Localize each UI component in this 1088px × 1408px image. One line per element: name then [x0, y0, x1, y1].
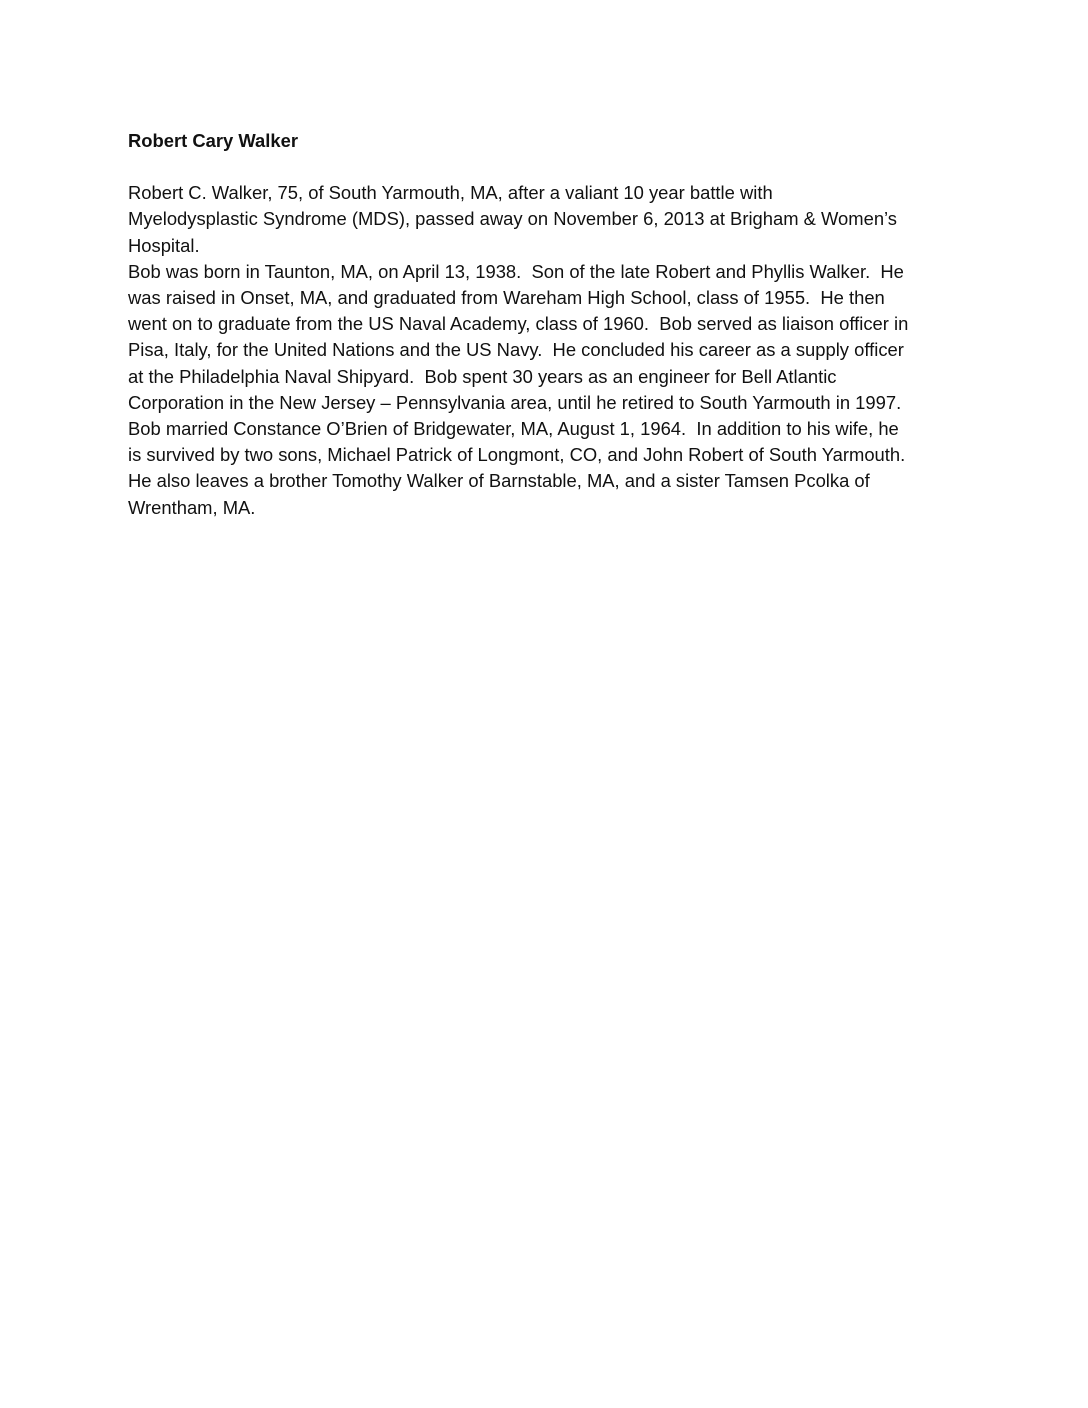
text-line: Robert C. Walker, 75, of South Yarmouth, MA, after a valiant 10 year battle with [128, 182, 773, 204]
document-body [128, 128, 968, 521]
obituary-text [128, 180, 968, 521]
text-line: Pisa, Italy, for the United Nations and the US Navy. He concluded his career as a supply officer [128, 339, 904, 361]
text-line: He also leaves a brother Tomothy Walker of Barnstable, MA, and a sister Tamsen Pcolka of [128, 470, 870, 492]
text-line: went on to graduate from the US Naval Academy, class of 1960. Bob served as liaison officer in [128, 313, 909, 335]
text-line: Myelodysplastic Syndrome (MDS), passed away on November 6, 2013 at Brigham & Women’s [128, 208, 897, 230]
text-line: Bob married Constance O’Brien of Bridgewater, MA, August 1, 1964. In addition to his wife, he [128, 418, 899, 440]
text-line: is survived by two sons, Michael Patrick of Longmont, CO, and John Robert of South Yarmouth. [128, 444, 906, 466]
page-title: Robert Cary Walker [128, 130, 298, 151]
text-line: Wrentham, MA. [128, 496, 256, 518]
text-line: Hospital. [128, 234, 200, 256]
text-line: Bob was born in Taunton, MA, on April 13, 1938. Son of the late Robert and Phyllis Walker. He [128, 260, 904, 282]
text-line: was raised in Onset, MA, and graduated from Wareham High School, class of 1955. He then [128, 287, 885, 309]
text-line: at the Philadelphia Naval Shipyard. Bob spent 30 years as an engineer for Bell Atlantic [128, 365, 837, 387]
text-line: Corporation in the New Jersey – Pennsylvania area, until he retired to South Yarmouth in 1997. [128, 391, 902, 413]
